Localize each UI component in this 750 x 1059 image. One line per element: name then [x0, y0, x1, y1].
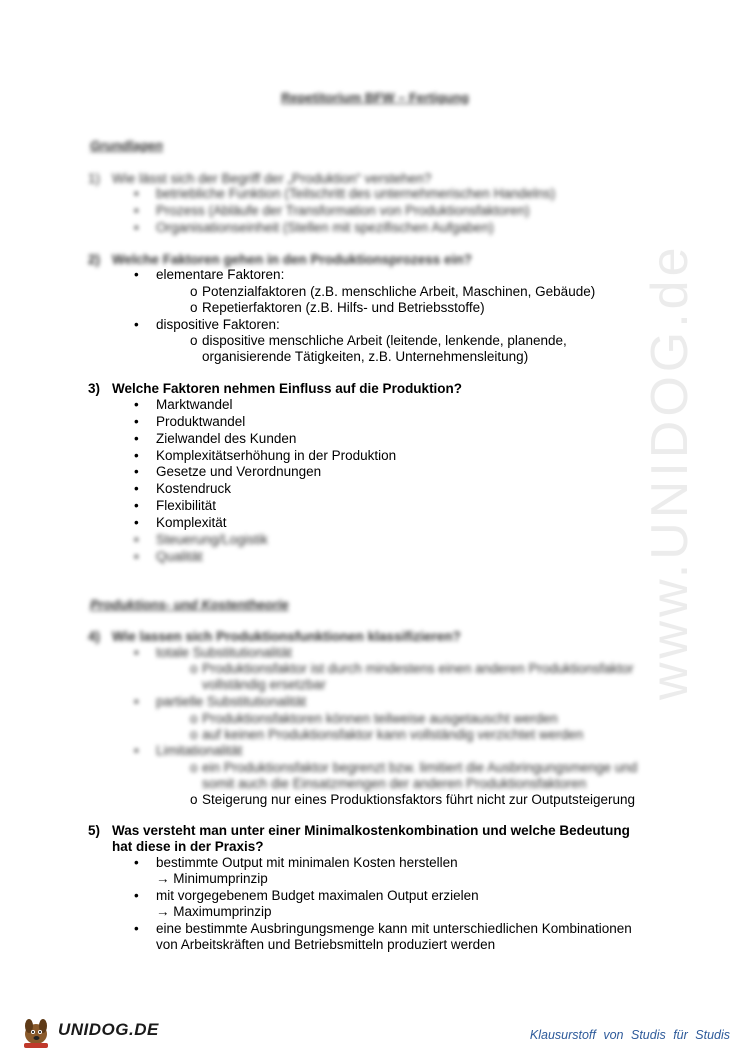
footer-tagline: Klausurstoff von Studis für Studis: [529, 1028, 730, 1042]
question-number: 4): [88, 629, 101, 644]
question-text: Welche Faktoren nehmen Einfluss auf die Produktion?: [112, 381, 463, 396]
question-number: 2): [88, 252, 101, 267]
question-text: Welche Faktoren gehen in den Produktionsprozess ein?: [112, 252, 472, 267]
question-number: 3): [88, 381, 101, 396]
section-heading-produktionstheorie: Produktions- und Kostentheorie: [90, 597, 289, 612]
question-number: 1): [88, 171, 101, 186]
section-heading-grundlagen: Grundlagen: [90, 138, 163, 153]
question-number: 5): [88, 823, 101, 838]
logo-text: UNIDOG.DE: [58, 1020, 159, 1039]
arrow-line: → Maximumprinzip: [156, 904, 272, 919]
list-item-continued: von Arbeitskräften und Betriebsmitteln produziert werden: [156, 937, 496, 952]
question-text: Wie lässt sich der Begriff der „Produktion“ verstehen?: [112, 171, 432, 186]
question-text: Wie lassen sich Produktionsfunktionen klassifizieren?: [112, 629, 461, 644]
document-page: www.UNIDOG.de Repetitorium BFW – Fertigung Grundlagen 1) Wie lässt sich der Begriff der „Produktion“ verstehen? • betriebliche Funktion (Teilschritt des unternehmerischen Handelns) • Prozess (Abläufe der Transformation von Produktionsfaktoren) • Organisationseinheit (Stellen mit spezifischen Aufgaben) 2) Welche Faktoren gehen in den Produktionsprozess ein? • elementare Faktoren: o Potenzialfaktoren (z.B. menschliche Arbeit, Maschinen, Gebäude) o Repetierfaktoren (z.B. Hilfs- und Betriebsstoffe) • dispositive Faktoren: o dispositive menschliche Arbeit (leitende, lenkende, planende, organisierende Tätigkeiten, z.B. Unternehmensleitung) 3) Welche Faktoren nehmen Einfluss auf die Produktion? • Marktwandel • Produktwandel • Zielwandel des Kunden • Komplexitätserhöhung in der Produktion • Gesetze und Verordnungen • Kostendruck • Flexibilität • Komplexität • Steuerung/Logistik • Qualität Produktions- und Kostentheorie 4) Wie lassen sich Produktionsfunktionen klassifizieren? • totale Substitutionalität o Produktionsfaktor ist durch mindestens einen anderen Produktionsfaktor vollständig ersetzbar • partielle Substitutionalität o Produktionsfaktoren können teilweise ausgetauscht werden o auf keinen Produktionsfaktor kann vollständig verzichtet werden • Limitationalität o ein Produktionsfaktor begrenzt bzw. limitiert die Ausbringungsmenge und somit auch die Einsatzmengen der anderen Produktionsfaktoren o Steigerung nur eines Produktionsfaktors führt nicht zur Outputsteigerung 5) Was versteht man unter einer Minimalkostenkombination und welche Bedeutung hat diese in der Praxis? • bestimmte Output mit minimalen Kosten herstellen → Minimumprinzip • mit vorgegebenem Budget maximalen Output erzielen → Maximumprinzip • eine bestimmte Ausbringungsmenge kann mit unterschiedlichen Kombinationen von Arbeitskräften und Betriebsmitteln produziert werden UNIDOG.DE Klausurstoff von Studis für Studis: [0, 0, 750, 1059]
unidog-logo[interactable]: [20, 1014, 160, 1050]
watermark: www.UNIDOG.de: [641, 243, 699, 700]
question-text: Was versteht man unter einer Minimalkostenkombination und welche Bedeutung: [112, 823, 630, 838]
question-text: hat diese in der Praxis?: [112, 839, 264, 854]
arrow-line: → Minimumprinzip: [156, 871, 268, 886]
document-title: Repetitorium BFW – Fertigung: [281, 90, 469, 105]
dog-icon: [20, 1014, 60, 1050]
